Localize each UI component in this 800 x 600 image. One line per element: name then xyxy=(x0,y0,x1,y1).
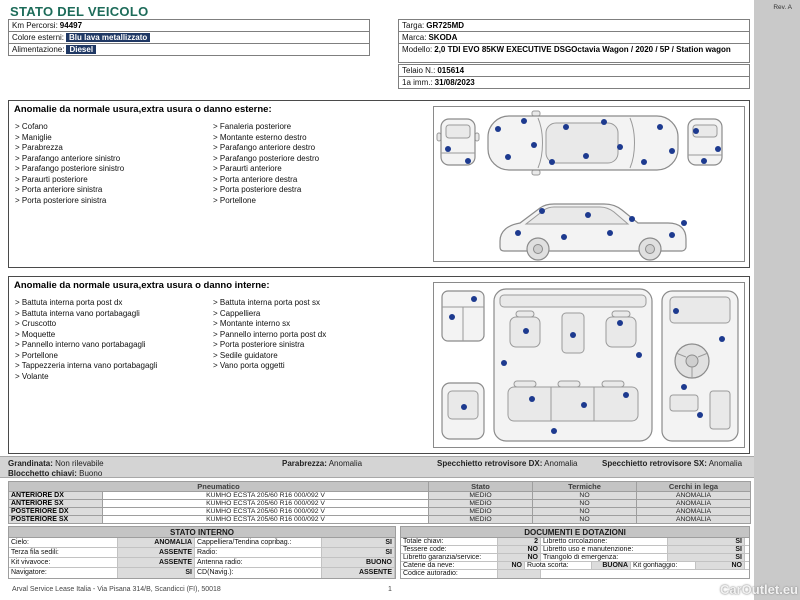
exterior-anomalies-title: Anomalie da normale usura,extra usura o danno esterne: xyxy=(14,104,272,115)
row-value: 2 xyxy=(497,538,541,545)
row-value: BUONA xyxy=(591,562,631,569)
summary-blocchetto-label: Blocchetto chiavi: xyxy=(8,469,77,478)
row-value: BUONO xyxy=(321,558,395,567)
tire-termiche: NO xyxy=(533,508,637,516)
footer-page-number: 1 xyxy=(388,586,392,593)
row-label: Totale chiavi: xyxy=(403,538,444,545)
interior-item: > Vano porta oggetti xyxy=(213,361,285,370)
exterior-item: > Fanaleria posteriore xyxy=(213,122,292,131)
interior-item: > Moquette xyxy=(15,329,56,339)
interior-item: > Portellone xyxy=(15,350,58,360)
tire-stato: MEDIO xyxy=(429,492,533,500)
row-label: Navigatore: xyxy=(11,569,47,576)
car-side-view xyxy=(500,204,686,260)
row-label: Libretto circolazione: xyxy=(543,538,608,545)
field-alimentazione-value: Diesel xyxy=(66,45,96,54)
documenti-table xyxy=(400,526,750,579)
exterior-item: > Portellone xyxy=(213,195,256,205)
documenti-header: DOCUMENTI E DOTAZIONI xyxy=(401,527,749,538)
row-value: SI xyxy=(321,548,395,557)
tire-spec: KUMHO ECSTA 205/60 R16 000/092 V xyxy=(103,492,429,500)
row-value: ASSENTE xyxy=(321,568,395,578)
row-label: Ruota scorta: xyxy=(527,562,569,569)
row-value: SI xyxy=(667,546,745,553)
field-km-label: Km Percorsi: xyxy=(12,21,58,30)
interior-item: > Pannello interno porta post dx xyxy=(213,329,327,339)
row-value: ANOMALIA xyxy=(117,538,195,547)
field-alimentazione-label: Alimentazione: xyxy=(12,45,65,54)
summary-parabrezza-label: Parabrezza: xyxy=(282,459,327,468)
interior-item: > Sedile guidatore xyxy=(213,350,278,360)
row-label: CD(Navig.): xyxy=(197,569,234,576)
tire-spec: KUMHO ECSTA 205/60 R16 000/092 V xyxy=(103,516,429,524)
field-alimentazione xyxy=(8,43,370,56)
interior-damage-diagram xyxy=(433,282,745,448)
summary-specchietto-dx-value: Anomalia xyxy=(544,459,578,468)
tire-position: ANTERIORE SX xyxy=(9,500,103,508)
tire-table xyxy=(8,481,751,524)
footer-address: Arval Service Lease Italia - Via Pisana 314/B, Scandicci (FI), 50018 xyxy=(12,586,221,593)
row-value: NO xyxy=(497,546,541,553)
exterior-item: > Paraurti posteriore xyxy=(15,174,88,184)
field-targa-value: GR725MD xyxy=(426,21,465,30)
field-modello xyxy=(398,43,750,63)
revision-label: Rev. A xyxy=(773,4,792,11)
field-km-value: 94497 xyxy=(59,21,83,30)
summary-grandinata-value: Non rilevabile xyxy=(55,459,104,468)
interior-item: > Tappezzeria interna vano portabagagli xyxy=(15,361,158,370)
interior-anomalies-panel xyxy=(8,276,750,454)
exterior-item: > Porta posteriore sinistra xyxy=(15,195,107,205)
row-value xyxy=(497,570,541,578)
exterior-item: > Cofano xyxy=(15,122,48,131)
field-telaio-value: 015614 xyxy=(437,66,465,75)
field-modello-label: Modello: xyxy=(402,45,433,54)
row-label: Tessere code: xyxy=(403,546,447,553)
tire-row xyxy=(9,500,751,508)
tire-row xyxy=(9,516,751,524)
interior-item: > Montante interno sx xyxy=(213,319,291,328)
summary-specchietto-sx-label: Specchietto retrovisore SX: xyxy=(602,459,707,468)
car-rear-view xyxy=(688,119,722,165)
trunk-floor-view xyxy=(442,291,484,341)
summary-specchietto-dx-label: Specchietto retrovisore DX: xyxy=(437,459,543,468)
exterior-item: > Parafango anteriore destro xyxy=(213,143,316,152)
cabin-floorplan-view xyxy=(494,289,652,441)
interior-item: > Volante xyxy=(15,371,49,381)
interior-item: > Cappelliera xyxy=(213,308,261,318)
summary-grandinata xyxy=(8,459,104,468)
tire-spec: KUMHO ECSTA 205/60 R16 000/092 V xyxy=(103,508,429,516)
row-label: Libretto uso e manutenzione: xyxy=(543,546,634,553)
summary-parabrezza xyxy=(282,459,362,468)
exterior-item: > Parafango posteriore sinistro xyxy=(15,164,125,173)
stato-interno-table xyxy=(8,526,396,579)
tire-position: ANTERIORE DX xyxy=(9,492,103,500)
car-front-view xyxy=(437,119,479,165)
tire-cerchi: ANOMALIA xyxy=(637,500,751,508)
summary-specchietto-sx-value: Anomalia xyxy=(708,459,743,468)
tailgate-inner-view xyxy=(442,383,484,439)
tire-termiche: NO xyxy=(533,516,637,524)
tire-row xyxy=(9,508,751,516)
field-marca-value: SKODA xyxy=(428,33,458,42)
tire-stato: MEDIO xyxy=(429,500,533,508)
interior-item: > Battuta interna porta post sx xyxy=(213,298,320,307)
exterior-item: > Parafango posteriore destro xyxy=(213,153,320,163)
tire-col-stato: Stato xyxy=(429,482,533,492)
stato-interno-row xyxy=(9,538,395,548)
stato-interno-row xyxy=(9,548,395,558)
row-value: SI xyxy=(667,554,745,561)
tire-stato: MEDIO xyxy=(429,516,533,524)
exterior-item: > Paraurti anteriore xyxy=(213,164,282,173)
interior-item: > Battuta interna porta post dx xyxy=(15,298,123,307)
summary-specchietto-dx xyxy=(437,459,578,468)
stato-interno-row xyxy=(9,558,395,568)
tire-termiche: NO xyxy=(533,500,637,508)
row-label: Catene da neve: xyxy=(403,562,455,569)
documenti-row xyxy=(401,570,749,578)
summary-band xyxy=(0,456,754,478)
field-colore-label: Colore esterni: xyxy=(12,33,65,42)
exterior-item: > Maniglie xyxy=(15,132,52,142)
exterior-item: > Porta posteriore destra xyxy=(213,185,302,194)
row-label: Kit vivavoce: xyxy=(11,559,51,566)
row-label: Terza fila sedili: xyxy=(11,549,59,556)
summary-parabrezza-value: Anomalia xyxy=(328,459,363,468)
tire-termiche: NO xyxy=(533,492,637,500)
row-value: ASSENTE xyxy=(117,548,195,557)
caroutlet-watermark: CarOutlet.eu xyxy=(719,582,798,597)
tire-position: POSTERIORE SX xyxy=(9,516,103,524)
field-modello-value: 2,0 TDI EVO 85KW EXECUTIVE DSGOctavia Wagon / 2020 / 5P / Station wagon xyxy=(434,45,731,54)
tire-position: POSTERIORE DX xyxy=(9,508,103,516)
tire-table-header xyxy=(9,482,751,492)
row-value: ASSENTE xyxy=(117,558,195,567)
interior-list-right xyxy=(213,298,403,372)
interior-item: > Porta posteriore sinistra xyxy=(213,340,305,349)
interior-item: > Pannello interno vano portabagagli xyxy=(15,340,146,349)
exterior-anomalies-panel xyxy=(8,100,750,268)
field-telaio-label: Telaio N.: xyxy=(402,66,436,75)
stato-interno-header: STATO INTERNO xyxy=(9,527,395,538)
field-prima-imm-value: 31/08/2023 xyxy=(434,78,475,87)
summary-blocchetto-value: Buono xyxy=(79,469,103,478)
documenti-row xyxy=(401,538,749,546)
tire-cerchi: ANOMALIA xyxy=(637,508,751,516)
exterior-item: > Porta anteriore sinistra xyxy=(15,185,103,194)
row-label: Cielo: xyxy=(11,539,29,546)
tire-cerchi: ANOMALIA xyxy=(637,516,751,524)
interior-anomalies-title: Anomalie da normale usura,extra usura o danno interne: xyxy=(14,280,270,291)
row-label: Codice autoradio: xyxy=(403,570,458,577)
row-label: Kit gonfiaggio: xyxy=(633,562,678,569)
car-top-view xyxy=(488,111,678,175)
tire-stato: MEDIO xyxy=(429,508,533,516)
tire-cerchi: ANOMALIA xyxy=(637,492,751,500)
summary-specchietto-sx xyxy=(602,459,742,468)
exterior-item: > Parafango anteriore sinistro xyxy=(15,153,121,163)
row-label: Libretto garanzia/service: xyxy=(403,554,482,561)
dashboard-steering-view xyxy=(662,291,738,441)
row-value: SI xyxy=(321,538,395,547)
row-value: NO xyxy=(695,562,745,569)
row-label: Antenna radio: xyxy=(197,559,243,566)
row-value: SI xyxy=(667,538,745,545)
exterior-damage-diagram xyxy=(433,106,745,262)
page-title: STATO DEL VEICOLO xyxy=(10,4,149,19)
interior-item: > Battuta interna vano portabagagli xyxy=(15,308,140,318)
documenti-row xyxy=(401,562,749,570)
car-exterior-views xyxy=(434,107,744,261)
documenti-row xyxy=(401,554,749,562)
exterior-item: > Parabrezza xyxy=(15,143,63,152)
row-value: NO xyxy=(497,562,525,569)
field-colore-value: Blu lava metallizzato xyxy=(66,33,150,42)
stato-interno-row xyxy=(9,568,395,578)
field-marca-label: Marca: xyxy=(402,33,427,42)
tire-spec: KUMHO ECSTA 205/60 R16 000/092 V xyxy=(103,500,429,508)
summary-grandinata-label: Grandinata: xyxy=(8,459,53,468)
row-label: Cappelliera/Tendina copribag.: xyxy=(197,539,292,546)
exterior-item: > Montante esterno destro xyxy=(213,132,307,142)
row-filler xyxy=(541,570,745,578)
exterior-list-right xyxy=(213,122,425,206)
interior-list-left xyxy=(15,298,163,382)
row-label: Radio: xyxy=(197,549,218,556)
tire-col-termiche: Termiche xyxy=(533,482,637,492)
row-value: SI xyxy=(117,568,195,578)
tire-row xyxy=(9,492,751,500)
exterior-item: > Porta anteriore destra xyxy=(213,174,298,184)
documenti-row xyxy=(401,546,749,554)
interior-item: > Cruscotto xyxy=(15,319,57,328)
exterior-list-left xyxy=(15,122,207,206)
field-targa-label: Targa: xyxy=(402,21,425,30)
car-interior-views xyxy=(434,283,744,447)
tire-col-pneumatico: Pneumatico xyxy=(9,482,429,492)
summary-blocchetto xyxy=(8,469,102,478)
row-label: Triangolo di emergenza: xyxy=(543,554,619,561)
tire-col-cerchi: Cerchi in lega xyxy=(637,482,751,492)
field-prima-imm xyxy=(398,76,750,89)
row-value: NO xyxy=(497,554,541,561)
field-prima-imm-label: 1a imm.: xyxy=(402,78,433,87)
